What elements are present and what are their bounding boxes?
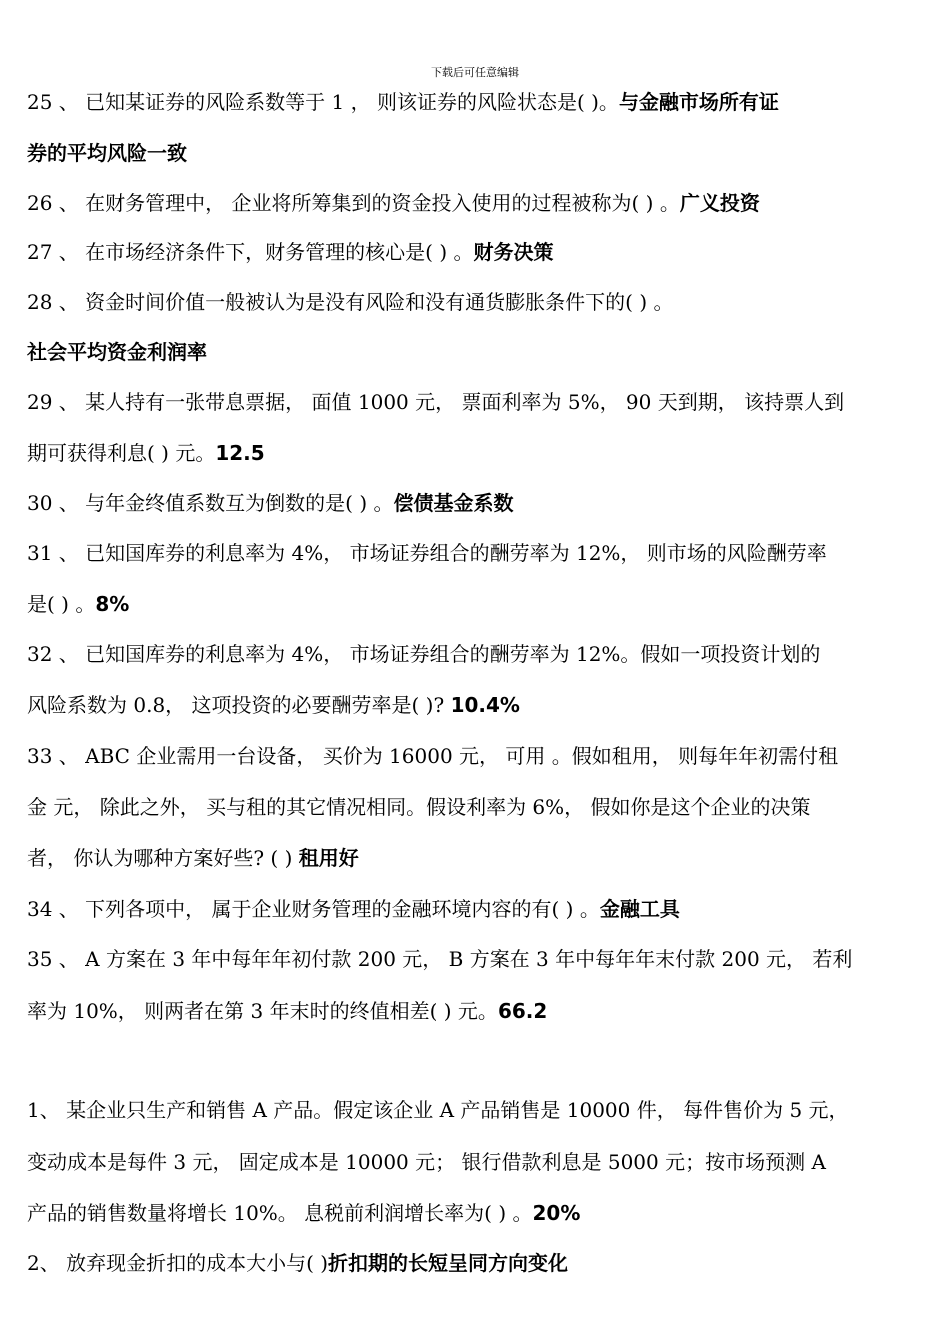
question-text: 32 、 已知国库券的利息率为 4%， 市场证券组合的酬劳率为 12%。假如一项投资计划的 — [27, 642, 821, 666]
question-text: 31 、 已知国库券的利息率为 4%， 市场证券组合的酬劳率为 12%， 则市场的风险酬劳率 — [27, 541, 827, 565]
answer-text: 8% — [95, 592, 130, 616]
question-29 — [27, 388, 923, 416]
question-27 — [27, 238, 923, 266]
answer-text: 66.2 — [497, 999, 548, 1023]
question-text: 期可获得利息( ) 元。 — [27, 441, 216, 465]
question-1-cont — [27, 1148, 923, 1176]
question-2 — [27, 1249, 923, 1277]
question-29-cont — [27, 439, 923, 467]
answer-text: 金融工具 — [599, 897, 680, 921]
answer-text: 与金融市场所有证 — [618, 90, 779, 114]
answer-text: 社会平均资金利润率 — [27, 340, 207, 364]
question-text: 者， 你认为哪种方案好些? ( ) — [27, 846, 299, 870]
question-35-cont — [27, 997, 923, 1025]
answer-text: 财务决策 — [473, 240, 554, 264]
answer-text: 12.5 — [215, 441, 265, 465]
question-text: 27 、 在市场经济条件下，财务管理的核心是( ) 。 — [27, 240, 474, 264]
question-text: 33 、 ABC 企业需用一台设备， 买价为 16000 元， 可用 。假如租用， 则每年年初需付租 — [27, 744, 839, 768]
question-31 — [27, 539, 923, 567]
question-28 — [27, 288, 923, 316]
page-header: 下载后可任意编辑 — [431, 66, 519, 79]
question-35 — [27, 945, 923, 973]
answer-text: 广义投资 — [679, 191, 760, 215]
question-text: 26 、 在财务管理中， 企业将所筹集到的资金投入使用的过程被称为( ) 。 — [27, 191, 680, 215]
question-32-cont — [27, 691, 923, 719]
question-text: 35 、 A 方案在 3 年中每年年初付款 200 元， B 方案在 3 年中每年年末付款 200 元， 若利 — [27, 947, 853, 971]
question-25-cont — [27, 139, 923, 167]
question-text: 25 、 已知某证券的风险系数等于 1 ， 则该证券的风险状态是( )。 — [27, 90, 619, 114]
question-33-cont2 — [27, 844, 923, 872]
question-32 — [27, 640, 923, 668]
question-30 — [27, 489, 923, 517]
question-33-cont — [27, 793, 923, 821]
question-34 — [27, 895, 923, 923]
answer-text: 券的平均风险一致 — [27, 141, 187, 165]
question-text: 产品的销售数量将增长 10%。 息税前利润增长率为( ) 。 — [27, 1201, 533, 1225]
question-text: 30 、 与年金终值系数互为倒数的是( ) 。 — [27, 491, 394, 515]
question-text: 金 元， 除此之外， 买与租的其它情况相同。假设利率为 6%， 假如你是这个企业的决策 — [27, 795, 811, 819]
question-text: 风险系数为 0.8， 这项投资的必要酬劳率是( )? — [27, 693, 451, 717]
question-31-cont — [27, 590, 923, 618]
question-text: 是( ) 。 — [27, 592, 96, 616]
question-text: 1、 某企业只生产和销售 A 产品。假定该企业 A 产品销售是 10000 件， 每件售价为 5 元， — [27, 1098, 849, 1122]
question-1-cont2 — [27, 1199, 923, 1227]
answer-text: 10.4% — [450, 693, 520, 717]
question-text: 29 、 某人持有一张带息票据， 面值 1000 元， 票面利率为 5%， 90 天到期， 该持票人到 — [27, 390, 845, 414]
answer-text: 折扣期的长短呈同方向变化 — [328, 1251, 569, 1275]
question-text: 变动成本是每件 3 元， 固定成本是 10000 元； 银行借款利息是 5000 元；按市场预测 A — [27, 1150, 826, 1174]
question-33 — [27, 742, 923, 770]
question-text: 34 、 下列各项中， 属于企业财务管理的金融环境内容的有( ) 。 — [27, 897, 600, 921]
question-28-cont — [27, 338, 923, 366]
question-25 — [27, 88, 923, 116]
question-text: 率为 10%， 则两者在第 3 年末时的终值相差( ) 元。 — [27, 999, 498, 1023]
question-26 — [27, 189, 923, 217]
answer-text: 20% — [532, 1201, 581, 1225]
question-text: 2、 放弃现金折扣的成本大小与( ) — [27, 1251, 329, 1275]
answer-text: 偿债基金系数 — [393, 491, 514, 515]
question-1 — [27, 1096, 923, 1124]
answer-text: 租用好 — [298, 846, 359, 870]
question-text: 28 、 资金时间价值一般被认为是没有风险和没有通货膨胀条件下的( ) 。 — [27, 290, 674, 314]
